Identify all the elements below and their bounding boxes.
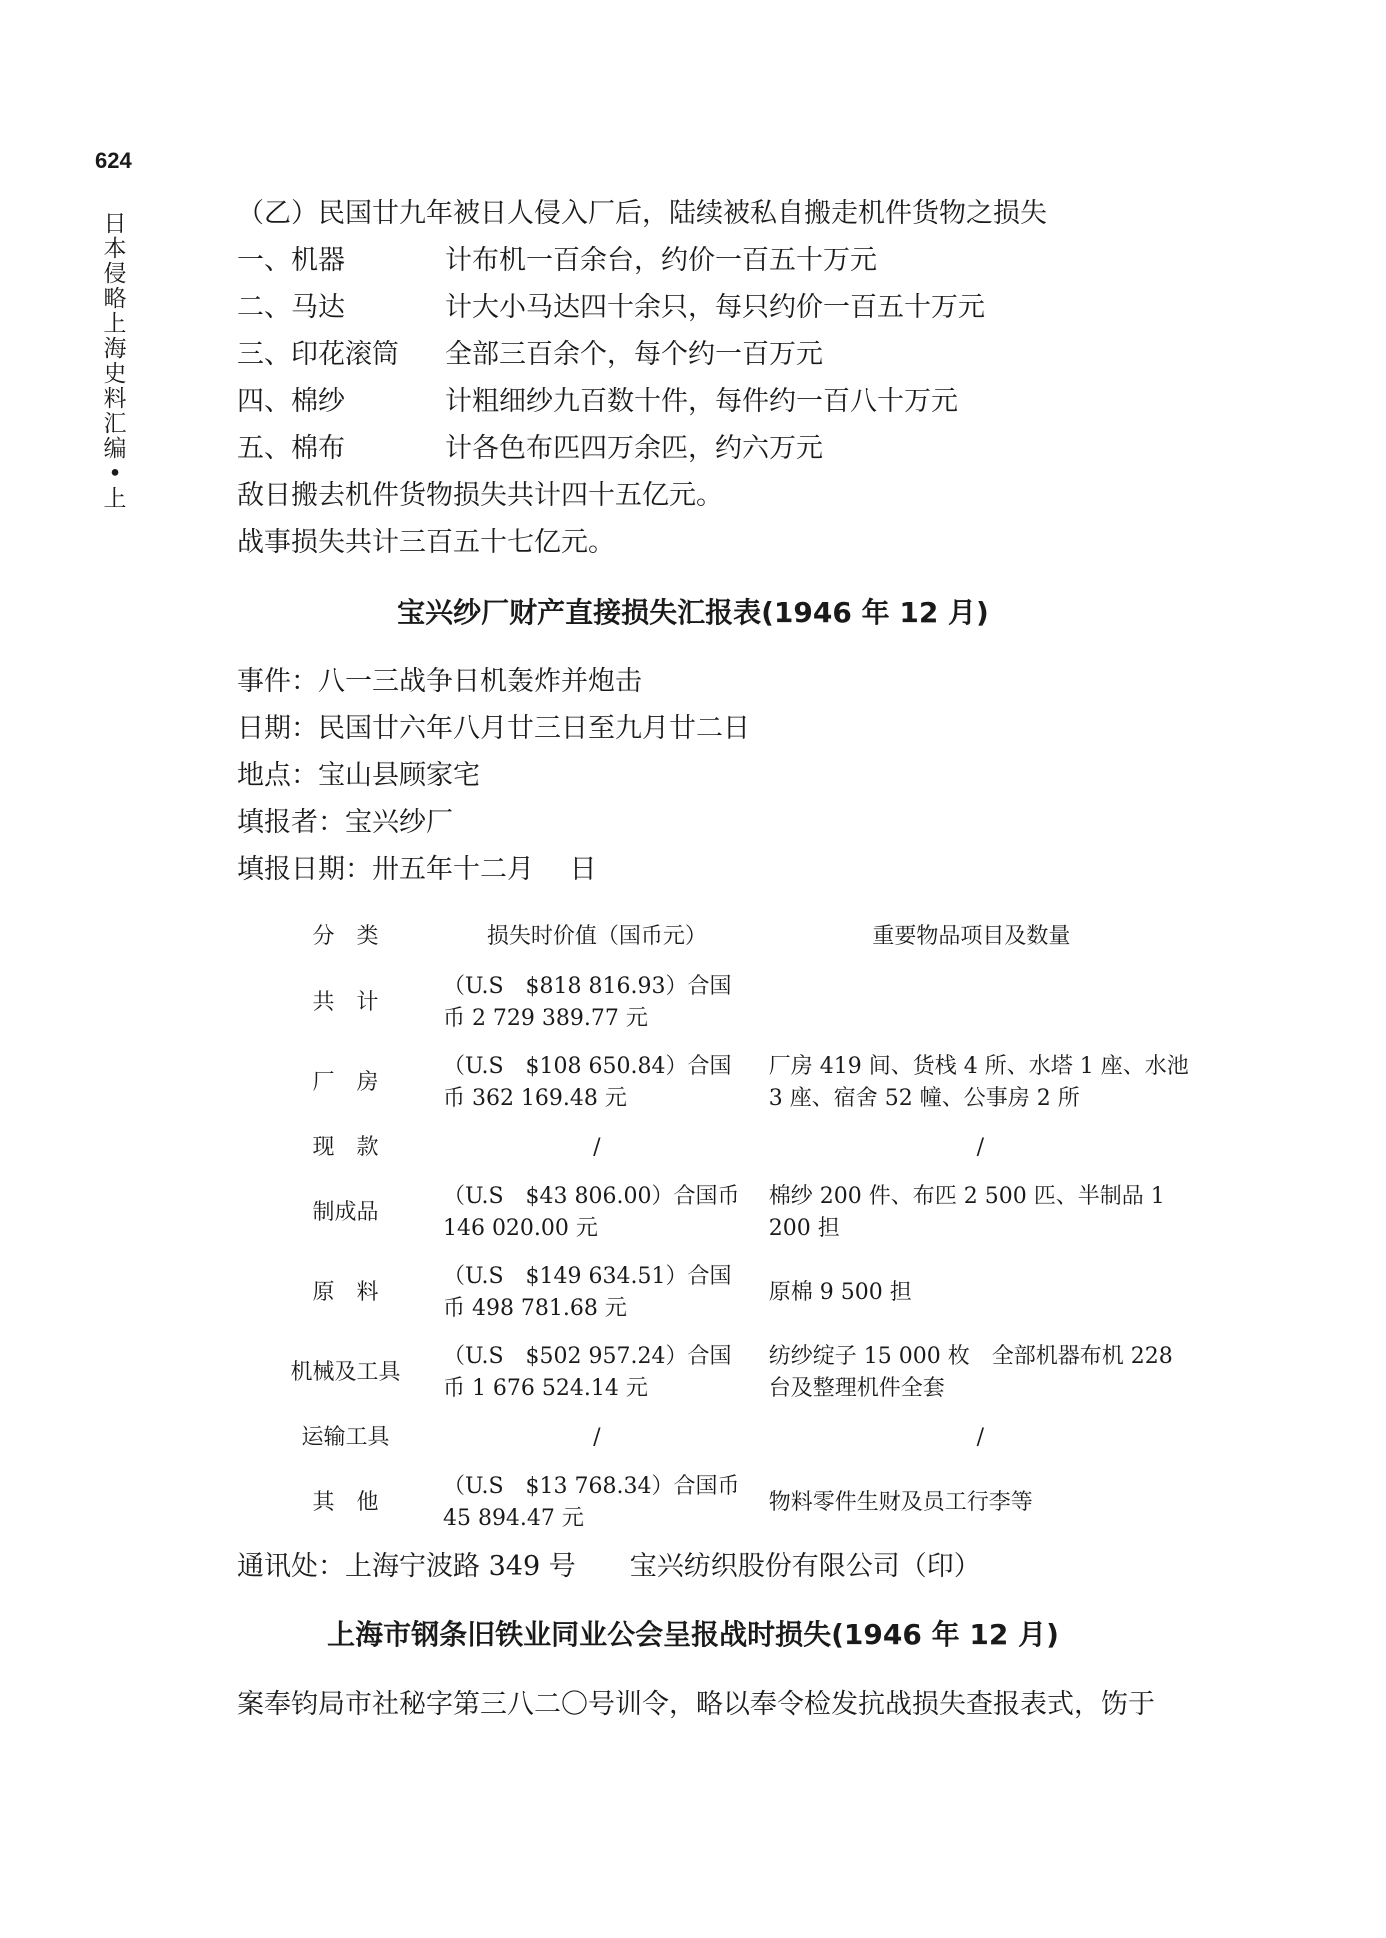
item-desc: 计布机一百余台，约价一百五十万元 [445,245,877,276]
cell-value: （U.S $43 806.00）合国币 146 020.00 元 [442,1184,740,1241]
cell-items: / [976,1135,985,1160]
running-head: 日本侵略上海史料汇编•上 [103,211,127,512]
report1-footer: 通讯处：上海宁波路 349 号 宝兴纺织股份有限公司（印） [237,1551,981,1582]
item-name: 三、印花滚筒 [237,339,399,370]
list-item [237,385,958,419]
cell-category: 原 料 [312,1280,379,1305]
cell-value: （U.S $818 816.93）合国币 2 729 389.77 元 [442,974,732,1031]
cell-value: （U.S $149 634.51）合国币 498 781.68 元 [442,1264,732,1321]
report1-date: 日期：民国廿六年八月廿三日至九月廿二日 [237,713,750,744]
item-desc: 计大小马达四十余只，每只约价一百五十万元 [445,292,985,323]
cell-items: 纺纱绽子 15 000 枚 全部机器布机 228 台及整理机件全套 [768,1344,1173,1401]
report1-heading: 宝兴纱厂财产直接损失汇报表(1946 年 12 月) [397,596,989,629]
table-row [248,1253,1192,1333]
cell-value: （U.S $108 650.84）合国币 362 169.48 元 [442,1054,732,1111]
table-row [248,1043,1192,1123]
section-b-total: 战事损失共计三百五十七亿元。 [237,527,615,558]
cell-items: / [976,1425,985,1450]
list-item [237,432,823,466]
item-name: 四、棉纱 [237,386,345,417]
table-row [248,1333,1192,1413]
cell-value: / [593,1425,601,1450]
cell-value: （U.S $13 768.34）合国币 45 894.47 元 [442,1474,740,1531]
cell-items: 原棉 9 500 担 [768,1280,912,1305]
report1-reporter: 填报者：宝兴纱厂 [237,807,453,838]
list-item [237,291,985,325]
cell-value: （U.S $502 957.24）合国币 1 676 524.14 元 [442,1344,732,1401]
report1-location: 地点：宝山县顾家宅 [237,760,480,791]
table-row [248,1413,1192,1463]
cell-category: 其 他 [312,1490,379,1515]
cell-category: 现 款 [312,1135,379,1160]
item-desc: 计粗细纱九百数十件，每件约一百八十万元 [445,386,958,417]
item-desc: 全部三百余个，每个约一百万元 [445,339,823,370]
list-item [237,338,823,372]
column-header-items: 重要物品项目及数量 [872,923,1071,949]
cell-category: 机械及工具 [290,1360,401,1385]
item-desc: 计各色布匹四万余匹，约六万元 [445,433,823,464]
item-name: 五、棉布 [237,433,345,464]
section-b-subtotal: 敌日搬去机件货物损失共计四十五亿元。 [237,480,723,511]
report1-event: 事件：八一三战争日机轰炸并炮击 [237,666,642,697]
loss-table [248,905,1192,1543]
column-header-value: 损失时价值（国币元） [486,923,707,949]
table-row [248,1123,1192,1173]
report2-heading: 上海市钢条旧铁业同业公会呈报战时损失(1946 年 12 月) [327,1618,1059,1651]
cell-items: 物料零件生财及员工行李等 [768,1490,1033,1515]
cell-category: 共 计 [312,990,379,1015]
report1-report-date: 填报日期：卅五年十二月 日 [237,854,597,885]
cell-category: 运输工具 [301,1425,390,1450]
page-number: 624 [95,148,132,173]
cell-items [751,963,1192,1043]
column-header-category: 分 类 [312,923,379,949]
table-row [248,963,1192,1043]
report2-body: 案奉钧局市社秘字第三八二〇号训令，略以奉令检发抗战损失查报表式，饬于 [237,1689,1155,1720]
table-header-row [248,905,1192,963]
table-row [248,1173,1192,1253]
table-row [248,1463,1192,1543]
cell-value: / [593,1135,601,1160]
section-b-title: （乙）民国廿九年被日人侵入厂后，陆续被私自搬走机件货物之损失 [237,198,1047,229]
list-item [237,244,877,278]
cell-category: 厂 房 [312,1070,379,1095]
item-name: 一、机器 [237,245,345,276]
cell-items: 棉纱 200 件、布匹 2 500 匹、半制品 1 200 担 [768,1184,1165,1241]
cell-items: 厂房 419 间、货栈 4 所、水塔 1 座、水池 3 座、宿舍 52 幢、公事房 2 所 [768,1054,1189,1111]
item-name: 二、马达 [237,292,345,323]
cell-category: 制成品 [312,1200,379,1225]
